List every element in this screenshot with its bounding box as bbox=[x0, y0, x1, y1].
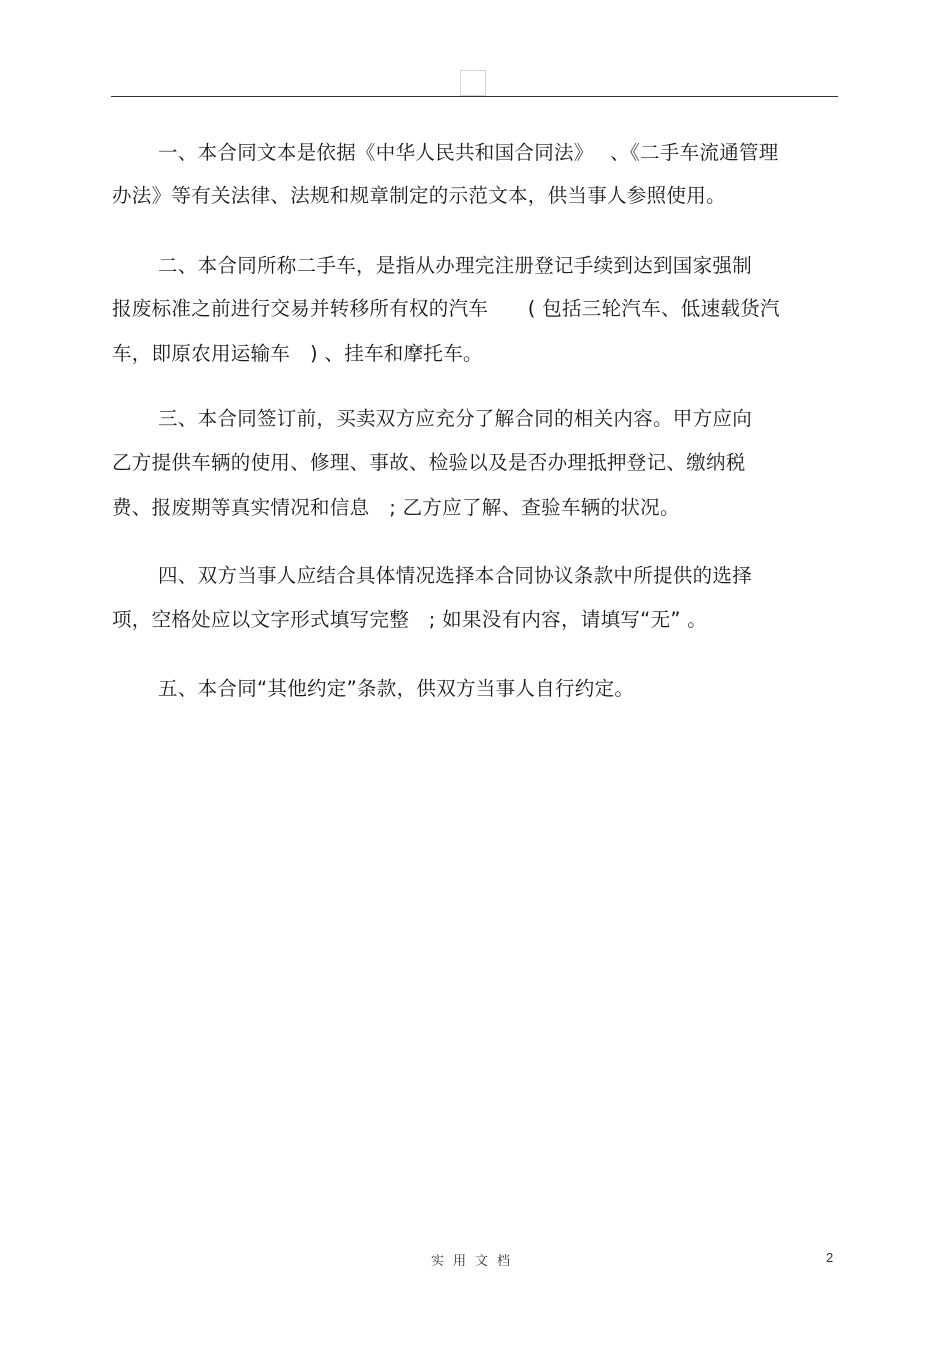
paragraph-3-line-3: 费、报废期等真实情况和信息 ; 乙方应了解、查验车辆的状况。 bbox=[112, 496, 680, 519]
paragraph-3-line-2: 乙方提供车辆的使用、修理、事故、检验以及是否办理抵押登记、缴纳税 bbox=[112, 451, 746, 474]
paragraph-2-line-1: 二、本合同所称二手车，是指从办理完注册登记手续到达到国家强制 bbox=[158, 254, 753, 277]
header-placeholder-box bbox=[460, 70, 486, 96]
footer-label: 实用文档 bbox=[430, 1254, 519, 1269]
paragraph-3-line-1: 三、本合同签订前，买卖双方应充分了解合同的相关内容。甲方应向 bbox=[158, 407, 753, 430]
paragraph-5-line-1: 五、本合同“其他约定”条款，供双方当事人自行约定。 bbox=[158, 677, 635, 700]
paragraph-2-line-3: 车，即原农用运输车 ) 、挂车和摩托车。 bbox=[112, 342, 483, 365]
page-number: 2 bbox=[826, 1250, 834, 1265]
paragraph-4-line-1: 四、双方当事人应结合具体情况选择本合同协议条款中所提供的选择 bbox=[158, 564, 753, 587]
paragraph-4-line-2: 项，空格处应以文字形式填写完整 ; 如果没有内容，请填写“无” 。 bbox=[112, 608, 708, 631]
header-rule bbox=[111, 96, 838, 97]
paragraph-1-line-1: 一、本合同文本是依据《中华人民共和国合同法》 、《二手车流通管理 bbox=[158, 141, 779, 164]
paragraph-1-line-2: 办法》等有关法律、法规和规章制定的示范文本，供当事人参照使用。 bbox=[112, 184, 726, 207]
paragraph-2-line-2: 报废标准之前进行交易并转移所有权的汽车 ( 包括三轮汽车、低速载货汽 bbox=[112, 297, 780, 320]
